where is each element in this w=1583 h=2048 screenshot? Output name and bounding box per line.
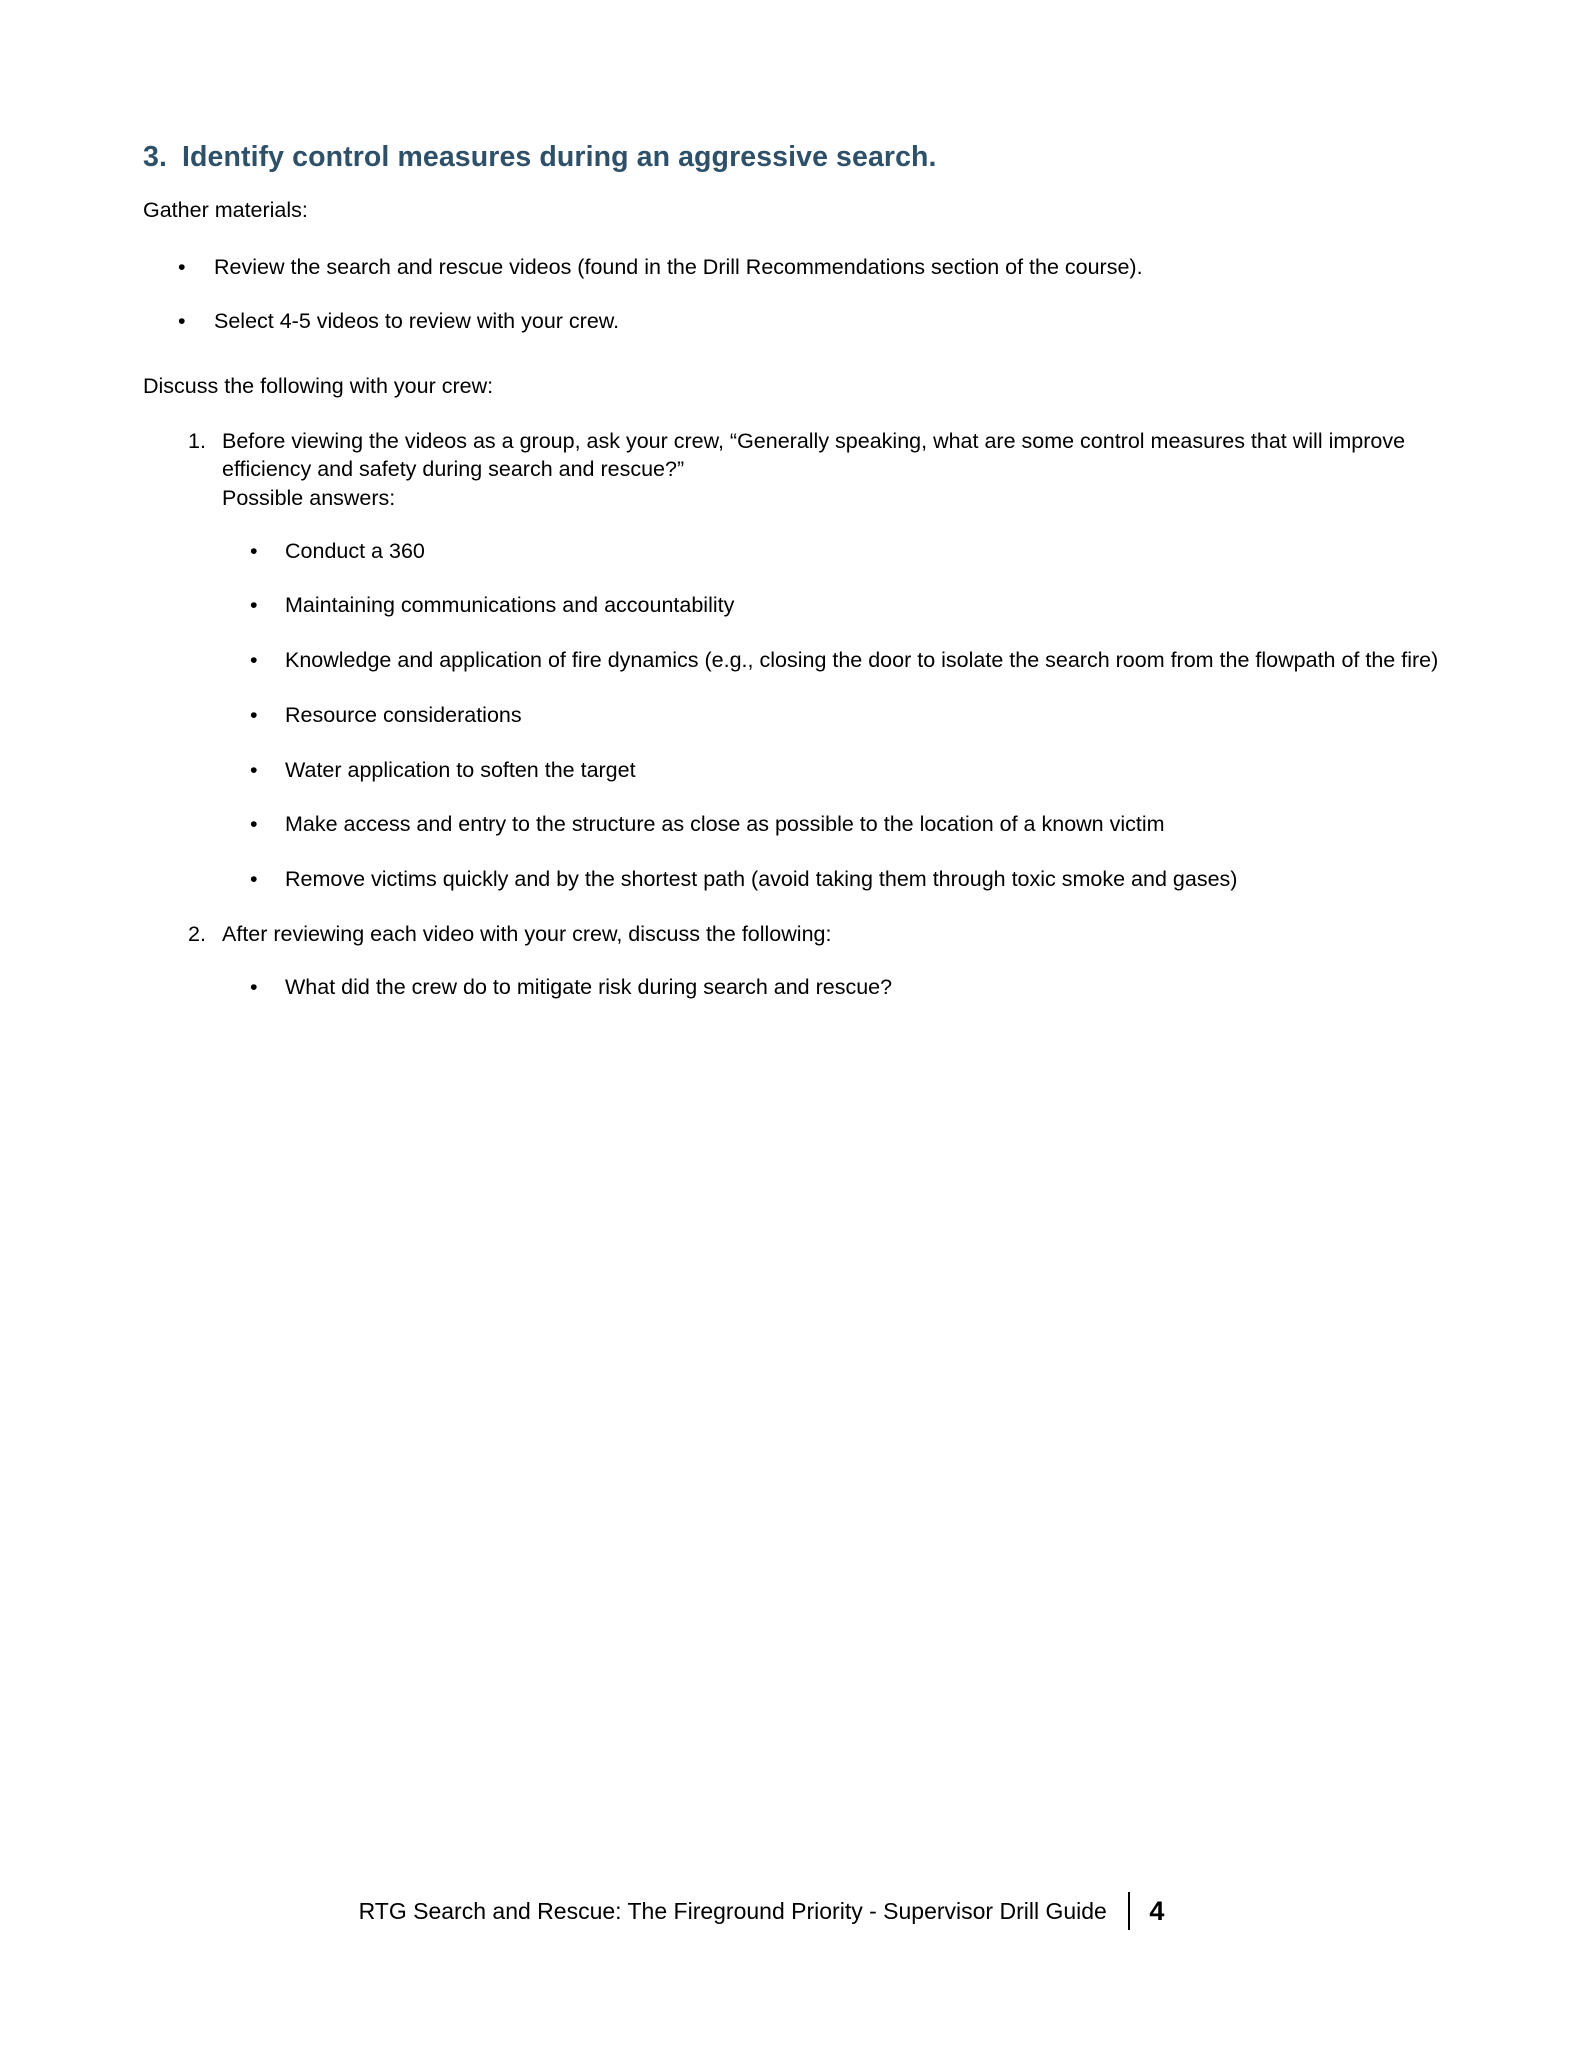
bullet-icon: • [250,812,258,837]
list-item [143,810,1443,839]
list-item-label: Maintaining communications and accountability [285,593,735,618]
page-footer [0,1892,1583,1930]
list-item-label: Conduct a 360 [285,538,425,563]
list-item [143,307,1443,336]
list-item-label: Review the search and rescue videos (found in the Drill Recommendations section of the course). [214,254,1143,279]
bullet-icon: • [178,309,186,334]
list-item [143,973,1443,1002]
list-item-label: Remove victims quickly and by the shortest path (avoid taking them through toxic smoke and gases) [285,867,1238,892]
bullet-icon: • [250,702,258,727]
gather-materials-label: Gather materials: [143,198,308,223]
numbered-list-item-2 [143,920,1443,949]
footer-title: RTG Search and Rescue: The Fireground Priority - Supervisor Drill Guide [358,1897,1107,1924]
list-item [143,537,1443,566]
section-heading [143,140,1443,174]
bullet-icon: • [250,757,258,782]
bullet-icon: • [250,867,258,892]
bullet-icon: • [250,648,258,673]
list-item [143,646,1443,675]
list-item-label: Make access and entry to the structure as close as possible to the location of a known victim [285,812,1165,837]
list-item [143,701,1443,730]
list-item-label: Knowledge and application of fire dynamics (e.g., closing the door to isolate the search room from the flowpath of the fire) [285,648,1439,673]
page-content [143,140,1443,1002]
list-marker: 1. [188,428,206,453]
list-item-label: Select 4-5 videos to review with your crew. [214,309,620,334]
possible-answers-list [143,537,1443,895]
numbered-item-text: Before viewing the videos as a group, ask your crew, “Generally speaking, what are some control measures that will improve efficiency and safety during search and rescue?” [222,428,1406,482]
list-item-label: Water application to soften the target [285,757,636,782]
footer-divider [1128,1892,1131,1930]
gather-materials-list [143,253,1443,337]
list-item [143,865,1443,894]
list-item-label: Resource considerations [285,702,522,727]
bullet-icon: • [250,593,258,618]
list-item [143,756,1443,785]
list-item [143,253,1443,282]
discussion-numbered-list-continued [143,920,1443,949]
list-item-label: What did the crew do to mitigate risk during search and rescue? [285,974,893,999]
discussion-item-2-block [143,920,1443,1002]
list-item [143,591,1443,620]
section-heading-number: 3. [143,141,167,173]
footer-page-number: 4 [1149,1895,1165,1926]
bullet-icon: • [250,974,258,999]
section-heading-text: Identify control measures during an aggressive search. [182,141,937,173]
numbered-list-item-1 [143,427,1443,485]
possible-answers-label: Possible answers: [222,486,396,511]
numbered-item-text: After reviewing each video with your crew, discuss the following: [222,922,832,947]
discussion-numbered-list [143,427,1443,485]
bullet-icon: • [178,254,186,279]
discuss-label: Discuss the following with your crew: [143,374,494,399]
bullet-icon: • [250,538,258,563]
discussion-item-2-sublist [143,973,1443,1002]
list-marker: 2. [188,922,206,947]
